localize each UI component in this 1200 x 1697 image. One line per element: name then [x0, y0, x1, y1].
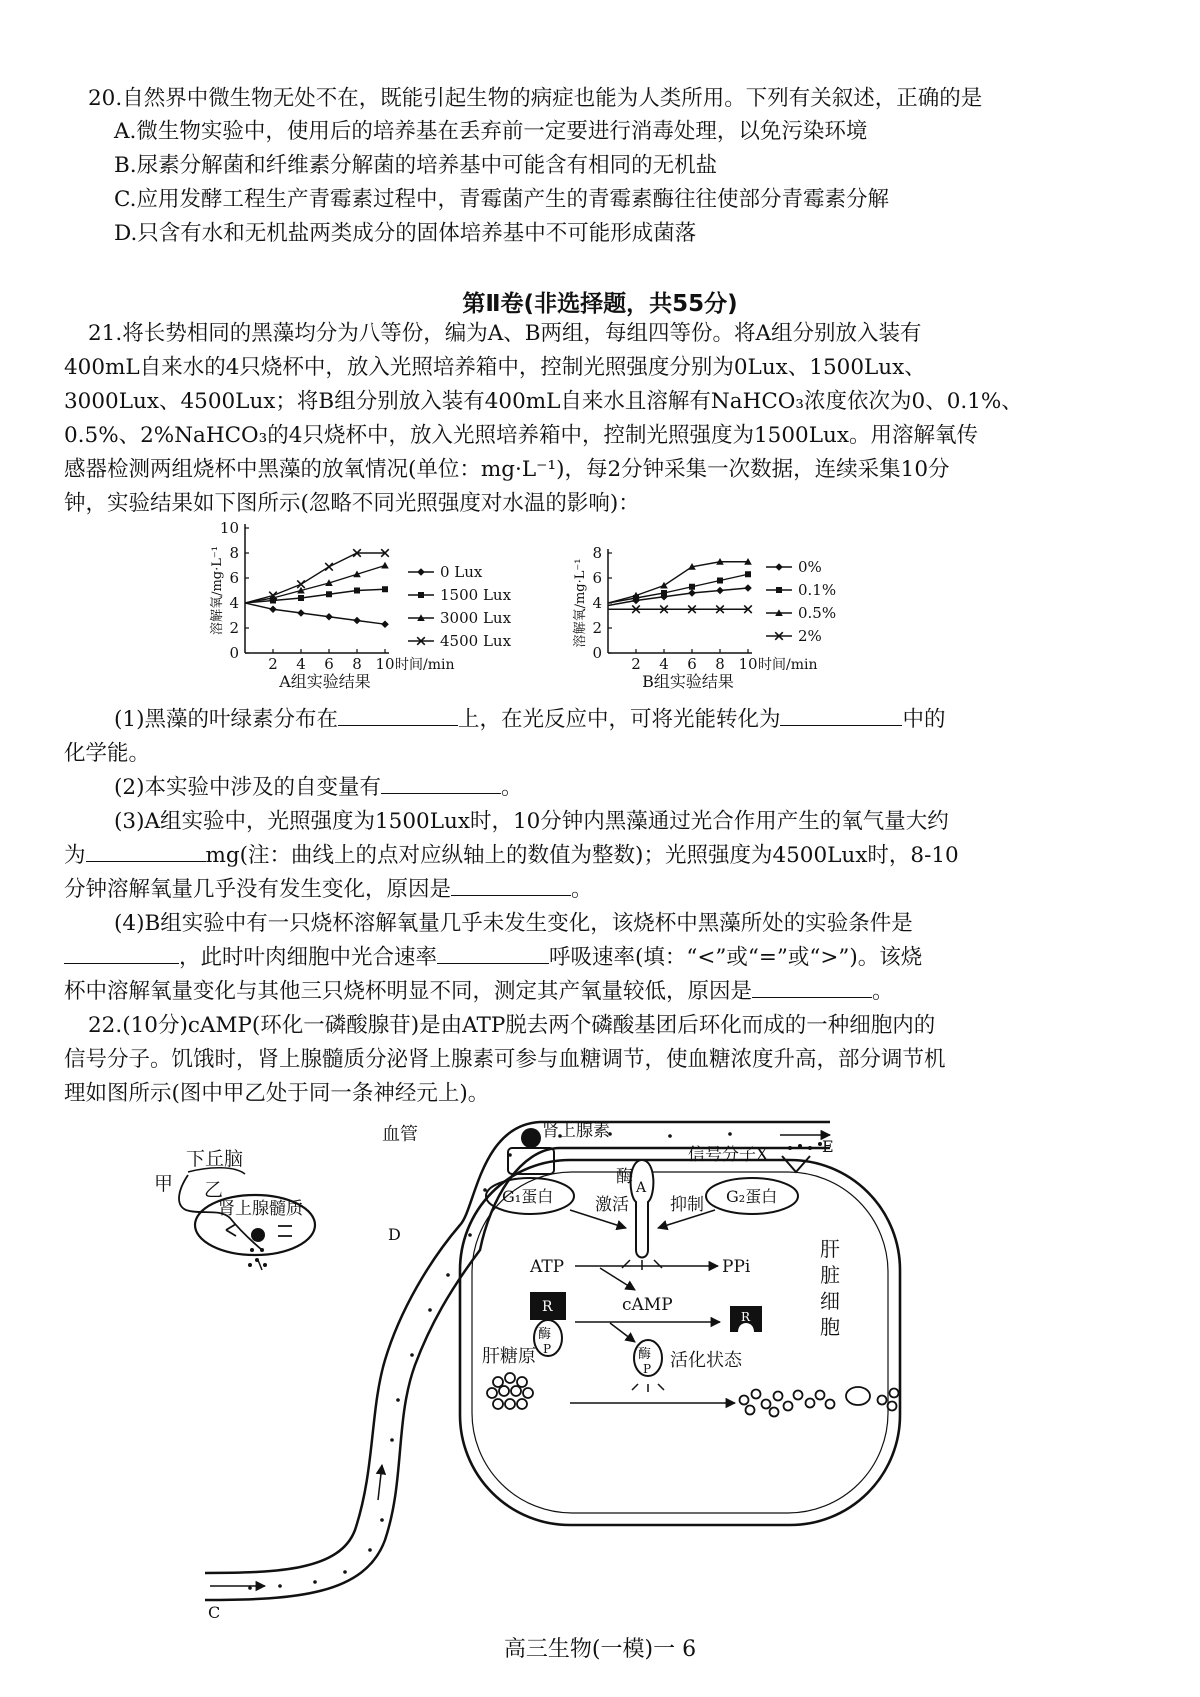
- q21-3-line1: (3)A组实验中，光照强度为1500Lux时，10分钟内黑藻通过光合作用产生的氧气量大约: [114, 809, 949, 834]
- q21-1-blank-1[interactable]: [338, 705, 458, 726]
- q21-4-text-d: 。: [872, 979, 894, 1004]
- x-tick-label: 2: [268, 655, 278, 673]
- y-axis-label: 溶解氧/mg·L⁻¹: [573, 558, 588, 648]
- q21-1-text-c: 中的: [902, 707, 946, 732]
- q21-intro-4: 0.5%、2%NaHCO₃的4只烧杯中，放入光照培养箱中，控制光照强度为1500Lux。用溶解氧传: [64, 423, 978, 448]
- data-point: [269, 605, 277, 613]
- legend-label: 0.1%: [798, 581, 837, 599]
- data-point: [326, 591, 332, 597]
- y-tick-label: 10: [219, 519, 239, 537]
- q21-4-line3: [64, 977, 894, 1007]
- signal-x-label: 信号分子X: [688, 1145, 769, 1165]
- q21-4-blank-3[interactable]: [752, 977, 872, 998]
- q21-4-blank-2[interactable]: [437, 943, 549, 964]
- page-footer: 高三生物(一模)一 6: [503, 1637, 697, 1662]
- q20-option-d: D.只含有水和无机盐两类成分的固体培养基中不可能形成菌落: [114, 221, 697, 246]
- data-point: [381, 620, 389, 628]
- flow-arrow-mid: [378, 1465, 382, 1500]
- q22-line3: 理如图所示(图中甲乙处于同一条神经元上)。: [64, 1081, 490, 1106]
- x-tick-label: 4: [296, 655, 306, 673]
- series-line: [245, 603, 385, 624]
- glycogen-cluster: [487, 1373, 533, 1409]
- y-tick-label: 4: [229, 594, 239, 612]
- q21-2-text-b: 。: [500, 775, 523, 800]
- q21-intro-3: 3000Lux、4500Lux；将B组分别放入装有400mL自来水且溶解有NaHCO₃浓度依次为0、0.1%、: [64, 389, 1023, 414]
- enzyme-active-site: [622, 1260, 662, 1270]
- q21-4-blank-1[interactable]: [64, 943, 179, 964]
- legend-label: 1500 Lux: [440, 586, 512, 604]
- p-label-inactive: P: [543, 1342, 552, 1356]
- legend-marker: [418, 592, 424, 598]
- x-tick-label: 8: [715, 655, 725, 673]
- q21-3-line3: [64, 875, 593, 905]
- enzyme-a-label: A: [636, 1180, 647, 1196]
- active-site-marks: [632, 1384, 664, 1392]
- q21-intro-6: 钟，实验结果如下图所示(忽略不同光照强度对水温的影响)：: [64, 491, 640, 516]
- data-point: [325, 563, 333, 571]
- y-tick-label: 8: [229, 544, 239, 562]
- camp-label: cAMP: [622, 1295, 673, 1315]
- chart-title: A组实验结果: [279, 672, 371, 691]
- x-tick-label: 10: [738, 655, 758, 673]
- q22-line1: 22.(10分)cAMP(环化一磷酸腺苷)是由ATP脱去两个磷酸基团后环化而成的一种细胞内的: [88, 1013, 936, 1038]
- camp-arrow: [600, 1268, 635, 1290]
- q21-intro-2: 400mL自来水的4只烧杯中，放入光照培养箱中，控制光照强度分别为0Lux、1500Lux、: [64, 355, 926, 380]
- q21-2-text-a: (2)本实验中涉及的自变量有: [114, 775, 381, 800]
- section-title: 第Ⅱ卷(非选择题，共55分): [462, 291, 738, 317]
- legend-marker: [776, 587, 782, 593]
- data-point: [688, 589, 696, 597]
- q21-1-blank-2[interactable]: [780, 705, 902, 726]
- q20-option-b: B.尿素分解菌和纤维素分解菌的培养基中可能含有相同的无机盐: [114, 153, 718, 178]
- medulla-to-vessel: [258, 1260, 262, 1270]
- data-point: [325, 613, 333, 621]
- legend-label: 3000 Lux: [440, 609, 512, 627]
- q21-3-blank-2[interactable]: [451, 875, 571, 896]
- enzyme-p-inactive-label: 酶: [538, 1327, 552, 1342]
- inhibit-label: 抑制: [670, 1195, 704, 1215]
- q22-line2: 信号分子。饥饿时，肾上腺髓质分泌肾上腺素可参与血糖调节，使血糖浓度升高，部分调节机: [64, 1047, 946, 1072]
- q21-3-text-d: 。: [571, 877, 593, 902]
- data-point: [382, 586, 388, 592]
- active-state-label: 活化状态: [670, 1350, 742, 1371]
- y-tick-label: 4: [592, 594, 602, 612]
- y-tick-label: 2: [592, 619, 602, 637]
- data-point: [353, 617, 361, 625]
- q21-4-line2: [64, 943, 922, 973]
- ppi-label: PPi: [722, 1257, 751, 1277]
- yi-label: 乙: [204, 1179, 224, 1201]
- liver-label-4: 胞: [820, 1315, 840, 1339]
- liver-label-2: 脏: [820, 1263, 840, 1287]
- data-point: [717, 578, 723, 584]
- q21-2: [114, 773, 522, 803]
- x-tick-label: 4: [659, 655, 669, 673]
- y-axis-label: 溶解氧/mg·L⁻¹: [210, 546, 225, 635]
- hypothalamus-label: 下丘脑: [186, 1148, 244, 1170]
- data-point: [744, 584, 752, 592]
- y-tick-label: 0: [592, 644, 602, 662]
- liver-label-3: 细: [820, 1289, 840, 1313]
- q21-intro-1: 21.将长势相同的黑藻均分为八等份，编为A、B两组，每组四等份。将A组分别放入装有: [88, 321, 922, 346]
- y-tick-label: 6: [229, 569, 239, 587]
- vessel-label: 血管: [382, 1124, 418, 1145]
- data-point: [354, 588, 360, 594]
- label-c: C: [208, 1603, 221, 1622]
- label-d: D: [388, 1225, 401, 1244]
- epinephrine-receptor: [508, 1148, 554, 1174]
- data-point: [297, 609, 305, 617]
- data-point: [381, 562, 389, 569]
- chart-a: [200, 515, 560, 695]
- legend-label: 0 Lux: [440, 563, 483, 581]
- series-line: [608, 562, 748, 603]
- y-tick-label: 2: [229, 619, 239, 637]
- signal-x-receptor: [782, 1156, 810, 1172]
- chart-b: [560, 515, 890, 695]
- jia-label: 甲: [154, 1173, 174, 1195]
- epinephrine-label: 肾上腺素: [542, 1121, 610, 1141]
- g1-label: G₁蛋白: [502, 1187, 554, 1206]
- legend-marker: [417, 568, 425, 576]
- legend-marker: [775, 563, 783, 571]
- x-tick-label: 8: [352, 655, 362, 673]
- medulla-label: 肾上腺髓质: [218, 1199, 303, 1219]
- q21-3-blank-1[interactable]: [86, 841, 206, 862]
- legend-label: 0.5%: [798, 604, 837, 622]
- series-line: [245, 589, 385, 603]
- data-point: [689, 584, 695, 590]
- x-tick-label: 2: [631, 655, 641, 673]
- r-label-right: R: [741, 1310, 751, 1324]
- data-point: [745, 571, 751, 577]
- g2-label: G₂蛋白: [726, 1187, 778, 1206]
- q21-1: [114, 705, 946, 735]
- activation-branch-arrow: [610, 1323, 635, 1342]
- x-axis-label: 时间/min: [758, 657, 818, 673]
- data-point: [661, 590, 667, 596]
- data-point: [298, 595, 304, 601]
- q21-4-line1: (4)B组实验中有一只烧杯溶解氧量几乎未发生变化，该烧杯中黑藻所处的实验条件是: [114, 911, 913, 936]
- q20-stem: 20.自然界中微生物无处不在，既能引起生物的病症也能为人类所用。下列有关叙述，正确的是: [88, 86, 983, 111]
- enzyme-label: 酶: [616, 1167, 633, 1187]
- legend-label: 0%: [798, 558, 822, 576]
- q21-3-line2: [64, 841, 959, 871]
- q21-2-blank[interactable]: [381, 773, 501, 794]
- label-e: E: [822, 1137, 834, 1156]
- q20-option-a: A.微生物实验中，使用后的培养基在丢弃前一定要进行消毒处理，以免污染环境: [114, 119, 868, 144]
- p-label-active: P: [643, 1362, 652, 1376]
- activate-label: 激活: [595, 1195, 629, 1215]
- secretion-granule: [251, 1228, 265, 1242]
- r-label-left: R: [542, 1299, 553, 1315]
- y-tick-label: 8: [592, 544, 602, 562]
- glycogen-label: 肝糖原: [482, 1346, 536, 1367]
- q20-option-c: C.应用发酵工程生产青霉素过程中，青霉菌产生的青霉素酶往往使部分青霉素分解: [114, 187, 890, 212]
- legend-label: 4500 Lux: [440, 632, 512, 650]
- x-tick-label: 6: [324, 655, 334, 673]
- y-tick-label: 6: [592, 569, 602, 587]
- glucose-molecules: [740, 1387, 899, 1417]
- q21-1-text-b: 上，在光反应中，可将光能转化为: [457, 707, 781, 732]
- q21-4-text-a: ，此时叶肉细胞中光合速率: [179, 945, 438, 970]
- regulation-diagram: [130, 1110, 1030, 1622]
- enzyme-a: [631, 1160, 654, 1258]
- series-line: [608, 574, 748, 603]
- q21-1-text-a: (1)黑藻的叶绿素分布在: [114, 707, 338, 732]
- x-tick-label: 10: [375, 655, 395, 673]
- legend-label: 2%: [798, 627, 822, 645]
- x-axis-label: 时间/min: [395, 657, 455, 673]
- data-point: [660, 582, 668, 589]
- q21-intro-5: 感器检测两组烧杯中黑藻的放氧情况(单位：mg·L⁻¹)，每2分钟采集一次数据，连续采集10分: [64, 457, 950, 482]
- q21-1-cont: 化学能。: [64, 741, 151, 766]
- secretion-dots: [248, 1248, 267, 1267]
- data-point: [716, 587, 724, 595]
- q21-4-text-c: 杯中溶解氧量变化与其他三只烧杯明显不同，测定其产氧量较低，原因是: [64, 979, 753, 1004]
- liver-label-1: 肝: [820, 1237, 840, 1261]
- y-tick-label: 0: [229, 644, 239, 662]
- q21-4-text-b: 呼吸速率(填：“<”或“=”或“>”)。该烧: [549, 945, 923, 970]
- atp-label: ATP: [530, 1257, 565, 1277]
- q21-3-text-b: mg(注：曲线上的点对应纵轴上的数值为整数)；光照强度为4500Lux时，8-10: [205, 843, 959, 868]
- epinephrine-molecule: [521, 1128, 541, 1148]
- q21-3-text-a: 为: [64, 843, 86, 868]
- q21-3-text-c: 分钟溶解氧量几乎没有发生变化，原因是: [64, 877, 452, 902]
- enzyme-p-active-label: 酶: [638, 1347, 652, 1362]
- chart-title: B组实验结果: [642, 672, 734, 691]
- x-tick-label: 6: [687, 655, 697, 673]
